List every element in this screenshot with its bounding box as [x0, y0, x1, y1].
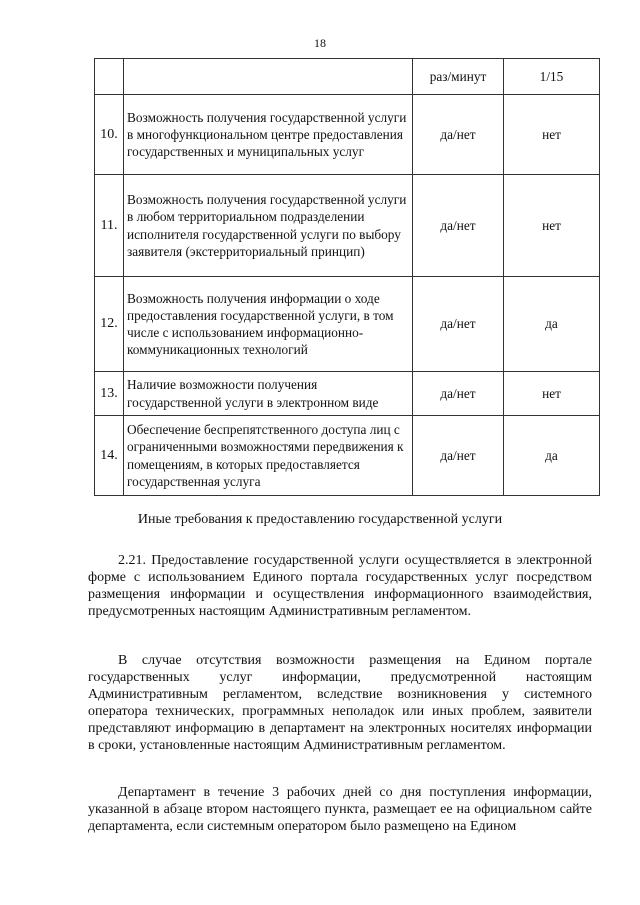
- row-value: нет: [504, 175, 600, 277]
- section-title: Иные требования к предоставлению государственной услуги: [137, 512, 503, 527]
- table-row: [95, 277, 600, 372]
- row-value: 1/15: [504, 59, 600, 95]
- row-unit: да/нет: [413, 95, 504, 175]
- table-row: [95, 416, 600, 496]
- row-value: да: [504, 277, 600, 372]
- row-description: [124, 59, 413, 95]
- indicators-table: [94, 58, 600, 496]
- paragraph: Департамент в течение 3 рабочих дней со дня поступления информации, указанной в абзаце втором настоящего пункта, размещает ее на официальном сайте департамента, если системным оператором было размещено на Едином: [88, 785, 592, 834]
- table-row: [95, 95, 600, 175]
- row-number: 14.: [95, 416, 124, 496]
- row-unit: да/нет: [413, 416, 504, 496]
- row-description: Возможность получения государственной услуги в любом территориальном подразделении исполнителя государственной услуги по выбору заявителя (экстерриториальный принцип): [124, 175, 413, 277]
- table-row: [95, 59, 600, 95]
- row-unit: раз/минут: [413, 59, 504, 95]
- paragraph: В случае отсутствия возможности размещения на Едином портале государственных услуг информации, предусмотренной настоящим Административным регламентом, вследствие возникновения у системного оператора технических, программных неполадок или иных проблем, заявители представляют информацию в департамент на электронных носителях информации в сроки, установленные настоящим Административным регламентом.: [88, 653, 592, 753]
- row-unit: да/нет: [413, 175, 504, 277]
- row-unit: да/нет: [413, 372, 504, 416]
- page-number: 18: [314, 36, 326, 50]
- row-number: [95, 59, 124, 95]
- row-description: Возможность получения информации о ходе предоставления государственной услуги, в том числе с использованием информационно-коммуникационных технологий: [124, 277, 413, 372]
- paragraph: 2.21. Предоставление государственной услуги осуществляется в электронной форме с использованием Единого портала государственных услуг посредством размещения информации и осуществления информационного взаимодействия, предусмотренных настоящим Административным регламентом.: [88, 553, 592, 619]
- row-unit: да/нет: [413, 277, 504, 372]
- row-number: 12.: [95, 277, 124, 372]
- row-value: нет: [504, 95, 600, 175]
- table-row: [95, 372, 600, 416]
- row-value: да: [504, 416, 600, 496]
- row-description: Возможность получения государственной услуги в многофункциональном центре предоставления государственных и муниципальных услуг: [124, 95, 413, 175]
- row-number: 10.: [95, 95, 124, 175]
- row-value: нет: [504, 372, 600, 416]
- row-description: Наличие возможности получения государственной услуги в электронном виде: [124, 372, 413, 416]
- row-number: 11.: [95, 175, 124, 277]
- row-description: Обеспечение беспрепятственного доступа лиц с ограниченными возможностями передвижения к помещениям, в которых предоставляется государственная услуга: [124, 416, 413, 496]
- table-row: [95, 175, 600, 277]
- row-number: 13.: [95, 372, 124, 416]
